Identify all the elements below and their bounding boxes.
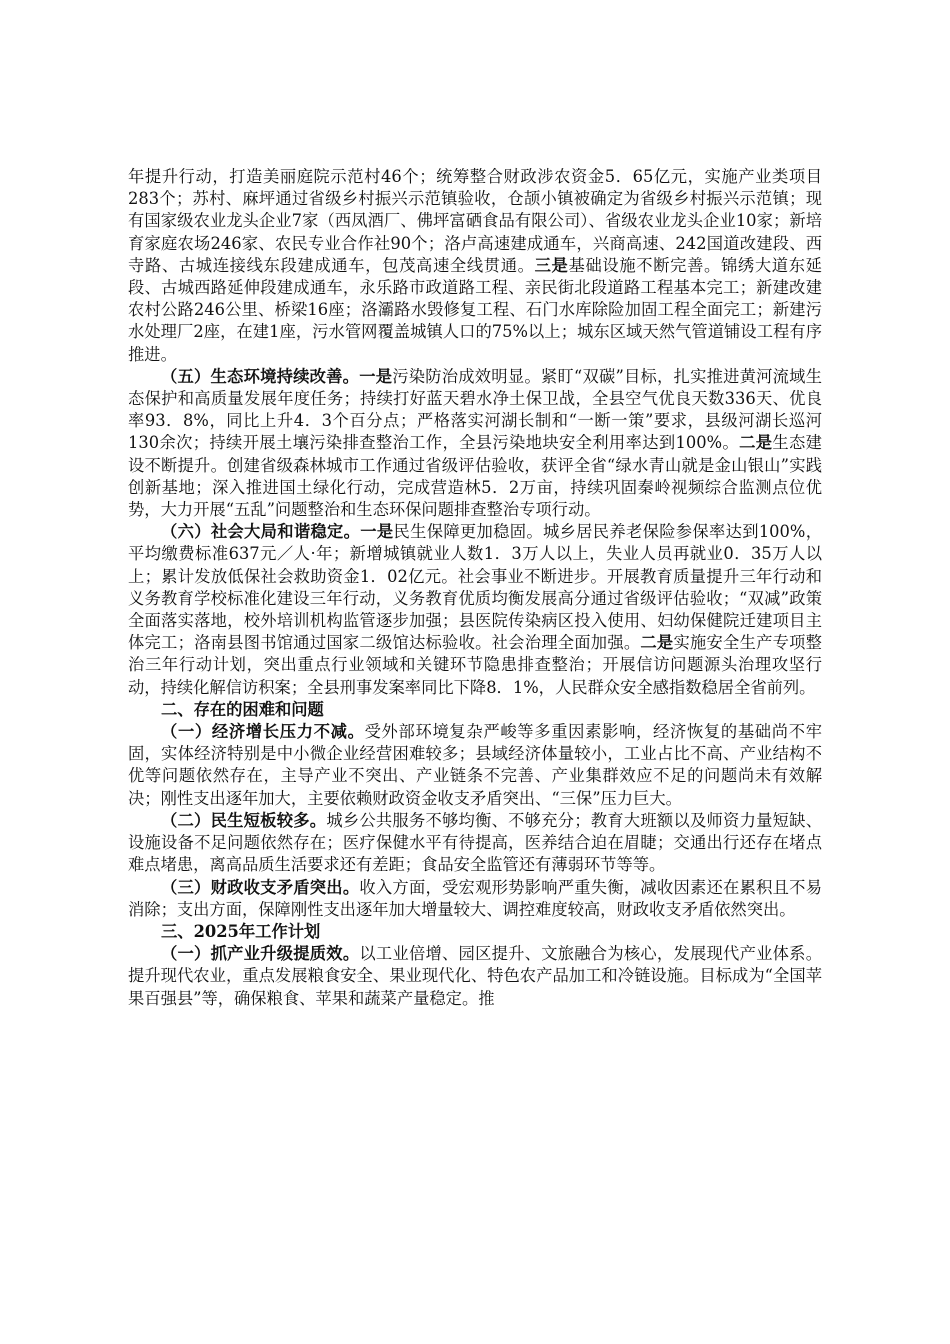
- bold-text-segment: （二）民生短板较多。: [161, 810, 327, 830]
- document-paragraph: [128, 810, 822, 877]
- text-segment: 受外部环境复杂严峻等多重因素影响，经济恢复的基础尚不牢固，实体经济特别是中小微企业经营困难较多；县域经济体量较小，工业占比不高、产业结构不优等问题依然存在，主导产业不突出、产业链条不完善、产业集群效应不足的问题尚未有效解决；刚性支出逐年加大，主要依赖财政资金收支矛盾突出、“三保”压力巨大。: [128, 722, 822, 808]
- text-segment: 基础设施不断完善。锦绣大道东延段、古城西路延伸段建成通车，永乐路市政道路工程、亲民街北段道路工程基本完工；新建改建农村公路246公里、桥梁16座；洛灞路水毁修复工程、石门水库除险加固工程全面完工；新建污水处理厂2座，在建1座，污水管网覆盖城镇人口的75%以上；城东区域天然气管道铺设工程有序推进。: [128, 255, 822, 364]
- document-paragraph: [128, 166, 822, 366]
- bold-text-segment: 三、2025年工作计划: [161, 921, 321, 941]
- document-paragraph: [128, 721, 822, 810]
- bold-text-segment: 二是: [640, 633, 674, 653]
- text-segment: 收入方面，受宏观形势影响严重失衡，减收因素还在累积且不易消除；支出方面，保障刚性支出逐年加大增量较大、调控难度较高，财政收支矛盾依然突出。: [128, 877, 822, 919]
- document-paragraph: [128, 943, 822, 1010]
- bold-text-segment: 一是: [360, 522, 394, 542]
- document-paragraph: [128, 521, 822, 699]
- document-page: [128, 166, 822, 1010]
- document-paragraph: [128, 366, 822, 521]
- bold-text-segment: 一是: [359, 366, 393, 386]
- document-paragraph: [128, 699, 822, 721]
- text-segment: 年提升行动，打造美丽庭院示范村46个；统筹整合财政涉农资金5．65亿元，实施产业类项目283个；苏村、麻坪通过省级乡村振兴示范镇验收，仓颉小镇被确定为省级乡村振兴示范镇；现有国家级农业龙头企业7家（西凤酒厂、佛坪富硒食品有限公司）、省级农业龙头企业10家；新培育家庭农场246家、农民专业合作社90个；洛卢高速建成通车，兴商高速、242国道改建段、西寺路、古城连接线东段建成通车，包茂高速全线贯通。: [128, 167, 822, 275]
- text-segment: 污染防治成效明显。紧盯“双碳”目标，扎实推进黄河流域生态保护和高质量发展年度任务；持续打好蓝天碧水净土保卫战，全县空气优良天数336天、优良率93．8%，同比上升4．3个百分点；严格落实河湖长制和“一断一策”要求，县级河湖长巡河130余次；持续开展土壤污染排查整治工作，全县污染地块安全利用率达到100%。: [128, 366, 822, 453]
- text-segment: 实施安全生产专项整治三年行动计划，突出重点行业领域和关键环节隐患排查整治；开展信访问题源头治理攻坚行动，持续化解信访积案；全县刑事发案率同比下降8．1%，人民群众安全感指数稳居全省前列。: [128, 633, 822, 697]
- bold-text-segment: 二、存在的困难和问题: [161, 699, 324, 719]
- bold-text-segment: （一）经济增长压力不减。: [161, 722, 365, 742]
- document-paragraph: [128, 877, 822, 921]
- text-segment: 城乡公共服务不够均衡、不够充分；教育大班额以及师资力量短缺、设施设备不足问题依然存在；医疗保健水平有待提高，医养结合迫在眉睫；交通出行还存在堵点难点堵患，离高品质生活要求还有差距；食品安全监管还有薄弱环节等等。: [128, 810, 822, 875]
- bold-text-segment: （一）抓产业升级提质效。: [161, 944, 360, 964]
- bold-text-segment: （六）社会大局和谐稳定。: [161, 522, 361, 542]
- bold-text-segment: （三）财政收支矛盾突出。: [161, 877, 360, 897]
- bold-text-segment: 三是: [534, 255, 569, 275]
- text-segment: 以工业倍增、园区提升、文旅融合为核心，发展现代产业体系。提升现代农业，重点发展粮食安全、果业现代化、特色农产品加工和冷链设施。目标成为“全国苹果百强县”等，确保粮食、苹果和蔬菜产量稳定。推: [128, 944, 822, 1008]
- text-segment: 生态建设不断提升。创建省级森林城市工作通过省级评估验收，获评全省“绿水青山就是金山银山”实践创新基地；深入推进国土绿化行动，完成营造林5．2万亩，持续巩固秦岭视频综合监测点位优势，大力开展“五乱”问题整治和生态环保问题排查整治专项行动。: [128, 433, 822, 520]
- document-paragraph: [128, 921, 822, 943]
- bold-text-segment: （五）生态环境持续改善。: [161, 366, 360, 386]
- bold-text-segment: 二是: [739, 433, 773, 453]
- text-segment: 民生保障更加稳固。城乡居民养老保险参保率达到100%，平均缴费标准637元／人·年；新增城镇就业人数1．3万人以上，失业人员再就业0．35万人以上；累计发放低保社会救助资金1．02亿元。社会事业不断进步。开展教育质量提升三年行动和义务教育学校标准化建设三年行动，义务教育优质均衡发展高分通过省级评估验收；“双减”政策全面落实落地，校外培训机构监管逐步加强；县医院传染病区投入使用、妇幼保健院迁建项目主体完工；洛南县图书馆通过国家二级馆达标验收。社会治理全面加强。: [128, 522, 822, 653]
